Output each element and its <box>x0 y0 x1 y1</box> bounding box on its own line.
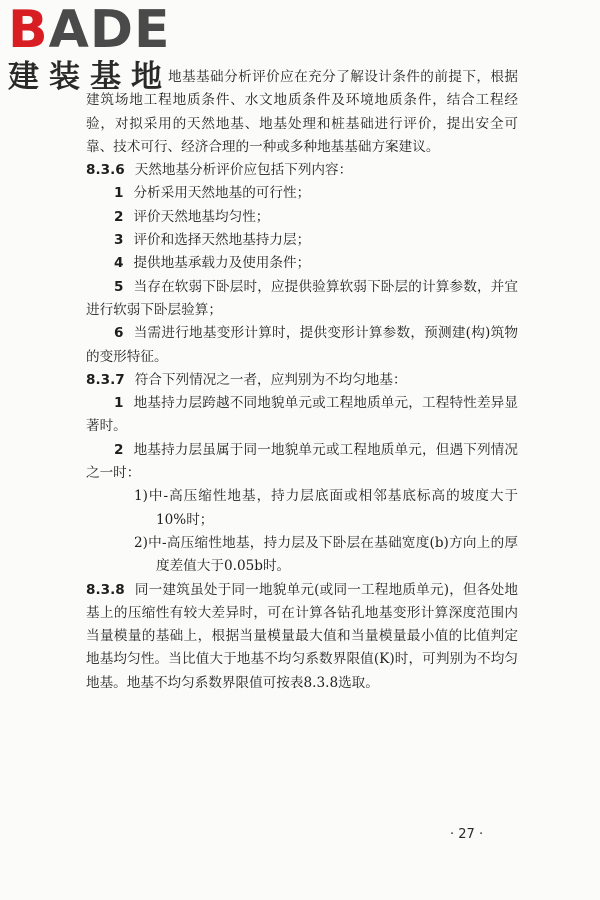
list-item: 6 当需进行地基变形计算时，提供变形计算参数，预测建(构)筑物的变形特征。 <box>86 325 518 365</box>
list-item: 1 地基持力层跨越不同地貌单元或工程地质单元，工程特性差异显著时。 <box>86 395 518 435</box>
sub-item: 1)中-高压缩性地基，持力层底面或相邻基底标高的坡度大于10%时； <box>134 488 518 528</box>
list-item: 4 提供地基承载力及使用条件； <box>114 255 311 272</box>
document-body <box>86 66 518 695</box>
paragraph-835: 地基基础分析评价应在充分了解设计条件的前提下，根据建筑场地工程地质条件、水文地质条件及环境地质条件，结合工程经验，对拟采用的天然地基、地基处理和桩基础进行评价，提出安全可靠、技术可行、经济合理的一种或多种地基基础方案建议。 <box>86 69 518 155</box>
list-item: 2 地基持力层虽属于同一地貌单元或工程地质单元，但遇下列情况之一时： <box>86 441 518 482</box>
page-number: · 27 · <box>450 827 484 842</box>
list-item: 2 评价天然地基均匀性； <box>114 208 270 225</box>
section-number: 8.3.6 <box>86 162 125 179</box>
section-number: 8.3.8 <box>86 581 125 598</box>
section-836-heading: 8.3.6 天然地基分析评价应包括下列内容： <box>86 162 353 179</box>
logo-wordmark: BADE <box>8 0 171 60</box>
list-item: 3 评价和选择天然地基持力层； <box>114 232 311 249</box>
sub-item: 2)中-高压缩性地基，持力层及下卧层在基础宽度(b)方向上的厚度差值大于0.05b时。 <box>134 534 518 575</box>
list-item: 5 当存在软弱下卧层时，应提供验算软弱下卧层的计算参数，并宜进行软弱下卧层验算； <box>86 278 518 318</box>
section-837-heading: 8.3.7 符合下列情况之一者，应判别为不均匀地基： <box>86 371 407 388</box>
list-item: 1 分析采用天然地基的可行性； <box>114 185 311 202</box>
section-number: 8.3.7 <box>86 371 125 388</box>
section-838: 8.3.8 同一建筑虽处于同一地貌单元(或同一工程地质单元)，但各处地基上的压缩性有较大差异时，可在计算各钻孔地基变形计算深度范围内当量模量的基础上，根据当量模量最大值和当量模量最小值的比值判定地基均匀性。当比值大于地基不均匀系数界限值(K)时，可判别为不均匀地基。地基不均匀系数界限值可按表8.3.8选取。 <box>86 581 518 691</box>
logo-subtitle: 建装基地 <box>8 59 172 95</box>
